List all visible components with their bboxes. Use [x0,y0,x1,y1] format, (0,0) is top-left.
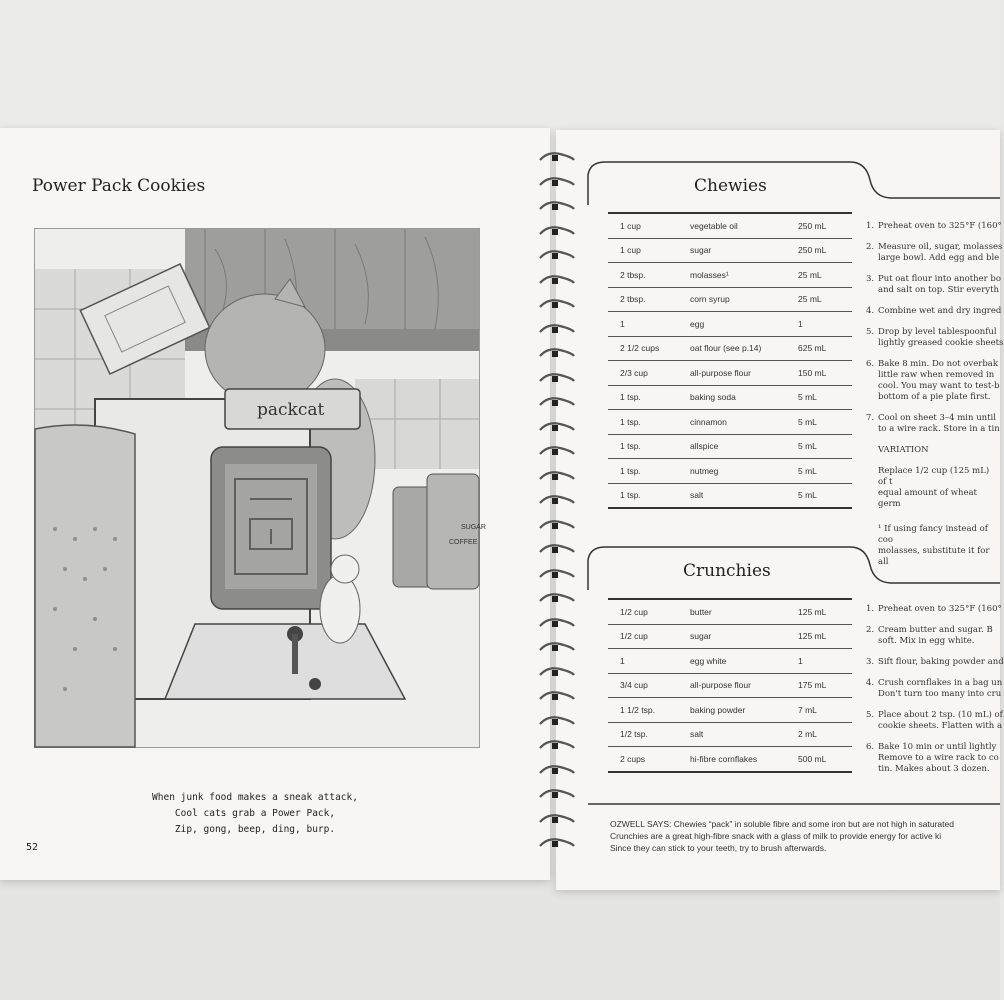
ingredient-row [608,483,852,508]
coffee-label: COFFEE [449,539,478,546]
step-number: 4. [866,678,875,688]
ingredient-ingredient: egg [686,312,794,337]
step-number: 7. [866,413,875,423]
ingredient-row [608,361,852,386]
step-text: Put oat flour into another bo [878,274,1001,284]
ingredient-row [608,410,852,435]
spiral-ring [538,297,576,309]
ingredient-metric: 7 mL [794,698,852,723]
spiral-ring [538,175,576,187]
step-text: Remove to a wire rack to co [878,753,999,763]
ingredient-row [608,673,852,698]
spiral-ring [538,469,576,481]
spiral-ring [538,591,576,603]
variation-text [866,466,1000,510]
spiral-ring [538,665,576,677]
ingredient-ingredient: salt [686,483,794,508]
step-text: Measure oil, sugar, molasses [878,242,1003,252]
crunchies-ingredients-table [608,598,852,773]
step-number: 3. [866,274,875,284]
ingredient-metric: 2 mL [794,722,852,747]
method-step [866,274,1000,296]
ingredient-row [608,263,852,288]
footnote-line: ¹ If using fancy instead of coo [878,524,988,545]
step-number: 5. [866,710,875,720]
ingredient-ingredient: baking soda [686,385,794,410]
ingredient-metric: 125 mL [794,599,852,624]
spiral-ring [538,738,576,750]
caption-line: Zip, gong, beep, ding, burp. [174,824,336,835]
ingredient-quantity: 2/3 cup [608,361,686,386]
ingredient-quantity: 1 cup [608,238,686,263]
ingredient-quantity: 2 tbsp. [608,263,686,288]
ingredient-metric: 5 mL [794,385,852,410]
spiral-ring [538,714,576,726]
ingredient-quantity: 2 1/2 cups [608,336,686,361]
ingredient-metric: 250 mL [794,238,852,263]
spiral-ring [538,150,576,162]
ingredient-row [608,722,852,747]
ingredient-quantity: 1 tsp. [608,410,686,435]
ingredient-quantity: 1/2 tsp. [608,722,686,747]
method-step [866,306,1000,317]
spiral-ring [538,273,576,285]
spiral-ring [538,493,576,505]
method-step [866,221,1000,232]
ingredient-ingredient: oat flour (see p.14) [686,336,794,361]
spiral-ring [538,689,576,701]
ingredient-ingredient: baking powder [686,698,794,723]
step-number: 2. [866,625,875,635]
ingredient-quantity: 1 tsp. [608,385,686,410]
ingredient-row [608,599,852,624]
ingredient-metric: 5 mL [794,434,852,459]
spiral-ring [538,322,576,334]
spiral-ring [538,640,576,652]
step-text: little raw when removed in [878,370,995,380]
ingredient-row [608,385,852,410]
method-step [866,359,1000,403]
step-text: Bake 8 min. Do not overbak [878,359,998,369]
footnote-line: molasses, substitute it for all [878,546,990,567]
step-text: to a wire rack. Store in a tin [878,424,1000,434]
spiral-ring [538,787,576,799]
spiral-binding [538,150,578,860]
crunchies-title: Crunchies [683,561,771,581]
step-number: 6. [866,359,875,369]
method-step [866,657,1004,668]
step-text: cookie sheets. Flatten with a [878,721,1003,731]
ingredient-metric: 25 mL [794,263,852,288]
spiral-ring [538,616,576,628]
method-step [866,710,1003,732]
ingredient-ingredient: butter [686,599,794,624]
sugar-label: SUGAR [461,524,486,531]
ingredient-metric: 1 [794,649,852,674]
ingredient-row [608,287,852,312]
packcat-sign: packcat [257,400,325,420]
ingredient-quantity: 1 tsp. [608,434,686,459]
spiral-ring [538,346,576,358]
step-text: Sift flour, baking powder and [878,657,1004,667]
ingredient-ingredient: corn syrup [686,287,794,312]
step-number: 5. [866,327,875,337]
crunchies-steps [866,604,1004,800]
spiral-ring [538,395,576,407]
ingredient-metric: 5 mL [794,410,852,435]
ingredient-row [608,312,852,337]
step-text: lightly greased cookie sheets [878,338,1004,348]
step-number: 1. [866,221,875,231]
spiral-ring [538,836,576,848]
method-step [866,604,1000,615]
recipe-title: Power Pack Cookies [32,176,206,196]
ingredient-ingredient: all-purpose flour [686,673,794,698]
step-number: 2. [866,242,875,252]
variation-line: Replace 1/2 cup (125 mL) of t [878,466,990,487]
spiral-ring [538,812,576,824]
ingredient-ingredient: sugar [686,624,794,649]
ingredient-ingredient: nutmeg [686,459,794,484]
ingredient-metric: 150 mL [794,361,852,386]
step-text: Place about 2 tsp. (10 mL) of [878,710,1003,720]
method-step [866,678,1003,700]
method-step [866,327,1004,349]
step-number: 4. [866,306,875,316]
spiral-ring [538,542,576,554]
spiral-ring [538,224,576,236]
ingredient-quantity: 3/4 cup [608,673,686,698]
page-number: 52 [26,842,39,853]
ingredient-quantity: 2 tbsp. [608,287,686,312]
method-step [866,242,1003,264]
ingredient-metric: 250 mL [794,213,852,238]
chewies-ingredients-table [608,212,852,509]
step-number: 1. [866,604,875,614]
step-text: soft. Mix in egg white. [878,636,975,646]
footnote [866,524,1000,568]
step-text: Preheat oven to 325°F (160° [878,604,1002,614]
ingredient-metric: 5 mL [794,483,852,508]
ingredient-ingredient: vegetable oil [686,213,794,238]
spiral-ring [538,420,576,432]
step-text: Preheat oven to 325°F (160° [878,221,1002,231]
ingredient-metric: 500 mL [794,747,852,772]
ozwell-says-note [610,818,1000,854]
ingredient-ingredient: allspice [686,434,794,459]
ingredient-row [608,649,852,674]
ingredient-ingredient: molasses¹ [686,263,794,288]
ingredient-row [608,624,852,649]
ingredient-ingredient: all-purpose flour [686,361,794,386]
spiral-ring [538,444,576,456]
ingredient-ingredient: cinnamon [686,410,794,435]
caption-line: Cool cats grab a Power Pack, [174,808,336,819]
chewies-title: Chewies [694,176,767,196]
ingredient-metric: 5 mL [794,459,852,484]
spiral-ring [538,518,576,530]
ingredient-quantity: 2 cups [608,747,686,772]
step-text: large bowl. Add egg and ble [878,253,1000,263]
step-text: bottom of a pie plate first. [878,392,991,402]
step-text: Combine wet and dry ingred [878,306,1002,316]
ingredient-quantity: 1/2 cup [608,599,686,624]
variation-line: equal amount of wheat germ [878,488,977,509]
ingredient-quantity: 1 [608,649,686,674]
step-text: Don't turn too many into cru [878,689,1002,699]
step-text: Bake 10 min or until lightly [878,742,997,752]
step-text: and salt on top. Stir everyth [878,285,999,295]
step-text: Cool on sheet 3–4 min until [878,413,996,423]
step-text: cool. You may want to test-b [878,381,1000,391]
chewies-steps [866,221,1004,576]
ingredient-metric: 125 mL [794,624,852,649]
variation-heading: VARIATION [878,445,929,455]
ingredient-metric: 25 mL [794,287,852,312]
step-text: Drop by level tablespoonful [878,327,997,337]
ingredient-metric: 175 mL [794,673,852,698]
step-text: Cream butter and sugar. B [878,625,993,635]
ingredient-row [608,213,852,238]
method-step [866,742,1000,775]
spiral-ring [538,371,576,383]
ingredient-quantity: 1 cup [608,213,686,238]
ingredient-quantity: 1/2 cup [608,624,686,649]
note-line: Crunchies are a great high-fibre snack with a glass of milk to provide energy for active ki [610,831,942,841]
spiral-ring [538,248,576,260]
ingredient-quantity: 1 tsp. [608,483,686,508]
spiral-ring [538,763,576,775]
step-text: tin. Makes about 3 dozen. [878,764,990,774]
step-text: Crush cornflakes in a bag un [878,678,1003,688]
spiral-ring [538,567,576,579]
ingredient-ingredient: salt [686,722,794,747]
method-step [866,625,1000,647]
ingredient-quantity: 1 [608,312,686,337]
ingredient-quantity: 1 tsp. [608,459,686,484]
note-line: Since they can stick to your teeth, try to brush afterwards. [610,843,827,853]
ingredient-ingredient: egg white [686,649,794,674]
caption-line: When junk food makes a sneak attack, [152,792,358,803]
ingredient-quantity: 1 1/2 tsp. [608,698,686,723]
ingredient-metric: 1 [794,312,852,337]
ingredient-row [608,459,852,484]
ingredient-ingredient: hi-fibre cornflakes [686,747,794,772]
step-number: 6. [866,742,875,752]
note-line: OZWELL SAYS: Chewies “pack” in soluble fibre and some iron but are not high in saturated [610,819,954,829]
ingredient-row [608,434,852,459]
ingredient-row [608,698,852,723]
ingredient-metric: 625 mL [794,336,852,361]
ingredient-ingredient: sugar [686,238,794,263]
ingredient-row [608,336,852,361]
ingredient-row [608,238,852,263]
step-number: 3. [866,657,875,667]
ingredient-row [608,747,852,772]
method-step [866,413,1000,435]
spiral-ring [538,199,576,211]
